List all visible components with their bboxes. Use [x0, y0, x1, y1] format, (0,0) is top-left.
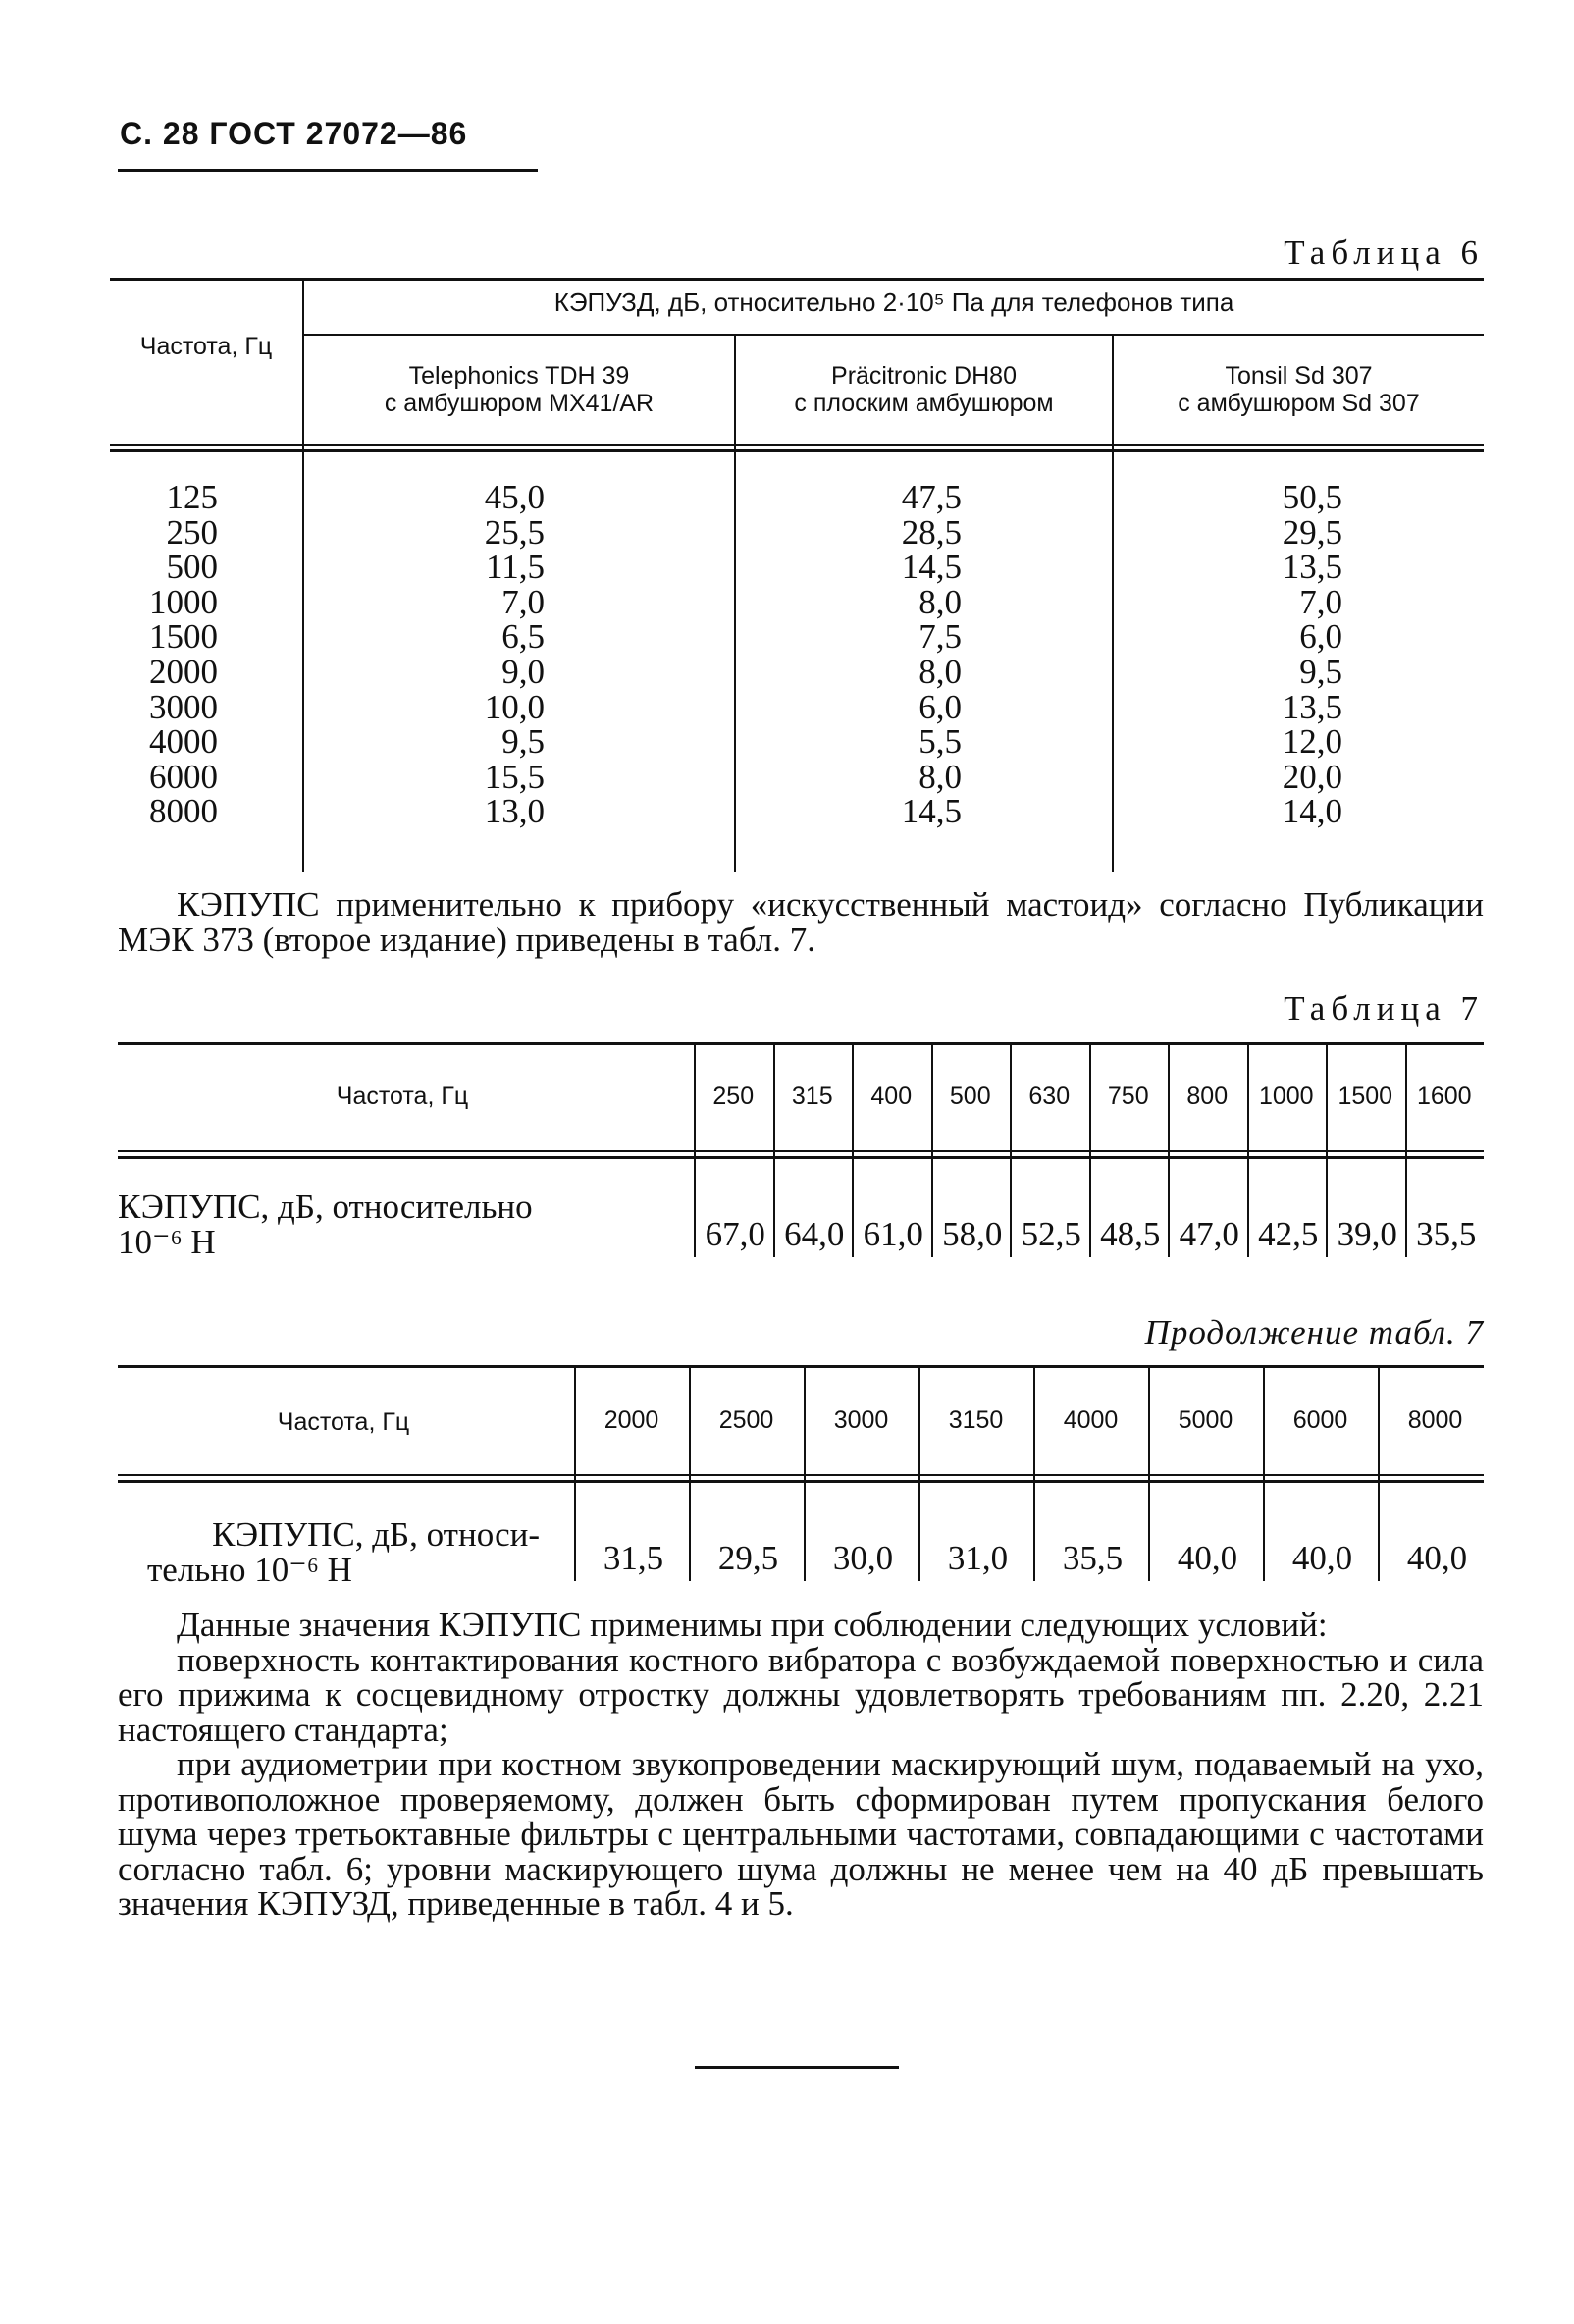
table-cell: 25,5: [484, 512, 545, 552]
table-cell: 47,0: [1179, 1215, 1239, 1253]
table-cell: 42,5: [1258, 1215, 1319, 1253]
table-cell: 6,0: [918, 687, 962, 726]
table-cell: 1500: [149, 617, 218, 657]
table-cell: 500: [949, 1083, 991, 1110]
table-cell: 630: [1028, 1083, 1071, 1110]
table-cell: 20,0: [1282, 757, 1342, 796]
table-cell: 3000: [833, 1405, 889, 1434]
table-cell: 1600: [1416, 1083, 1472, 1110]
table6-values-column: [844, 480, 962, 829]
table-cell: 9,5: [501, 722, 545, 762]
table-cell: 3150: [948, 1405, 1004, 1434]
table-cell: 5000: [1178, 1405, 1233, 1434]
table-cell: 40,0: [1291, 1539, 1353, 1577]
table-cell: 6000: [149, 757, 218, 796]
table-cell: 400: [870, 1083, 913, 1110]
table-cell: 5,5: [918, 722, 962, 762]
table-cell: 1000: [149, 582, 218, 621]
table-cell: 4000: [1063, 1405, 1119, 1434]
table-cell: 8000: [1407, 1405, 1463, 1434]
table7-cont-value-label: КЭПУПС, дБ, относи- тельно 10⁻⁶ Н: [147, 1515, 540, 1589]
table-cell: 35,5: [1416, 1215, 1477, 1253]
table-cell: 13,5: [1282, 687, 1342, 726]
table-cell: 2500: [718, 1405, 774, 1434]
table-cell: 64,0: [784, 1215, 845, 1253]
table-cell: 8000: [149, 792, 218, 831]
table-cell: 1000: [1258, 1083, 1314, 1110]
table-cell: 6,5: [501, 617, 545, 657]
table-cell: 500: [166, 548, 218, 587]
table-cell: 6,0: [1299, 617, 1342, 657]
table-cell: 31,5: [603, 1539, 664, 1577]
table-cell: 28,5: [901, 512, 962, 552]
table-cell: 29,5: [1282, 512, 1342, 552]
table-cell: 14,0: [1282, 792, 1342, 831]
table6-col-header: Präcitronic DH80 с плоским амбушюром: [794, 362, 1054, 417]
table6-values-column: [1223, 480, 1342, 829]
table-cell: 1500: [1338, 1083, 1393, 1110]
table-cell: 45,0: [484, 478, 545, 516]
table-cell: 9,5: [1299, 652, 1342, 691]
table-cell: 61,0: [863, 1215, 923, 1253]
table-cell: 47,5: [901, 478, 962, 516]
table-cell: 125: [166, 478, 218, 516]
table-cell: 39,0: [1337, 1215, 1397, 1253]
table-cell: 31,0: [947, 1539, 1009, 1577]
conditions-intro: Данные значения КЭПУПС применимы при соблюдении следующих условий:: [177, 1606, 1328, 1644]
table-cell: 250: [712, 1083, 755, 1110]
table7-cont-freq-label: Частота, Гц: [277, 1408, 410, 1436]
table-cell: 6000: [1292, 1405, 1348, 1434]
table-cell: 2000: [603, 1405, 659, 1434]
table6-freq-column: [110, 480, 218, 829]
table-cell: 2000: [149, 652, 218, 691]
table-cell: 67,0: [705, 1215, 765, 1253]
table-cell: 15,5: [484, 757, 545, 796]
table-cell: 4000: [149, 722, 218, 762]
table-cell: 13,5: [1282, 548, 1342, 587]
table6-values-column: [432, 480, 545, 829]
header-rule: [118, 169, 538, 172]
table6-col-header: Telephonics TDH 39 с амбушюром MX41/AR: [384, 362, 655, 417]
table6-caption: Таблица 6: [1284, 234, 1484, 272]
footer-rule: [695, 2066, 899, 2069]
table-cell: 12,0: [1282, 722, 1342, 762]
table-cell: 29,5: [717, 1539, 779, 1577]
table-cell: 750: [1107, 1083, 1149, 1110]
table-cell: 48,5: [1100, 1215, 1161, 1253]
conditions-item: поверхность контактирования костного вибратора с возбуждаемой поверхностью и сила его прижима к сосцевидному отростку должны удовлетворять требованиям пп. 2.20, 2.21 настоящего стандарта;: [118, 1640, 1484, 1749]
table-cell: 8,0: [918, 652, 962, 691]
table-cell: 40,0: [1177, 1539, 1238, 1577]
table-cell: 40,0: [1406, 1539, 1468, 1577]
table-cell: 7,0: [1299, 582, 1342, 621]
conditions-item: при аудиометрии при костном звукопроведении маскирующий шум, подаваемый на ухо, противоположное проверяемому, должен быть сформирован путем пропускания белого шума через третьоктавные фильтры с центральными частотами, совпадающими с частотами согласно табл. 6; уровни маскирующего шума должны не менее чем на 40 дБ превышать значения КЭПУЗД, приведенные в табл. 4 и 5.: [118, 1745, 1484, 1923]
table-cell: 30,0: [832, 1539, 894, 1577]
table-cell: 7,0: [501, 582, 545, 621]
table6-group-header: КЭПУЗД, дБ, относительно 2·10⁵ Па для телефонов типа: [553, 288, 1234, 317]
table-cell: 50,5: [1282, 478, 1342, 516]
table-cell: 13,0: [484, 792, 545, 831]
table-cell: 35,5: [1062, 1539, 1124, 1577]
table-cell: 14,5: [901, 792, 962, 831]
table-cell: 8,0: [918, 757, 962, 796]
table7-freq-label: Частота, Гц: [336, 1083, 469, 1110]
table6-freq-header: Частота, Гц: [139, 333, 273, 360]
table7-caption: Таблица 7: [1284, 989, 1484, 1028]
table-cell: 7,5: [918, 617, 962, 657]
page-header: С. 28 ГОСТ 27072—86: [120, 116, 468, 151]
table-cell: 250: [166, 512, 218, 552]
table-cell: 800: [1186, 1083, 1229, 1110]
table-cell: 52,5: [1021, 1215, 1081, 1253]
table-cell: 9,0: [501, 652, 545, 691]
table-cell: 11,5: [486, 548, 545, 587]
conditions-text: [118, 1608, 1484, 1922]
table-cell: 10,0: [484, 687, 545, 726]
table-cell: 14,5: [901, 548, 962, 587]
table6-col-header: Tonsil Sd 307 с амбушюром Sd 307: [1178, 362, 1420, 417]
table-cell: 3000: [149, 687, 218, 726]
table-cell: 8,0: [918, 582, 962, 621]
paragraph-text: КЭПУПС применительно к прибору «искусственный мастоид» согласно Публикации МЭК 373 (второе издание) приведены в табл. 7.: [118, 885, 1484, 959]
table7-cont-caption: Продолжение табл. 7: [1144, 1313, 1484, 1351]
table7-value-label: КЭПУПС, дБ, относительно 10⁻⁶ Н: [118, 1188, 533, 1261]
table-cell: 315: [791, 1083, 833, 1110]
table-cell: 58,0: [942, 1215, 1003, 1253]
